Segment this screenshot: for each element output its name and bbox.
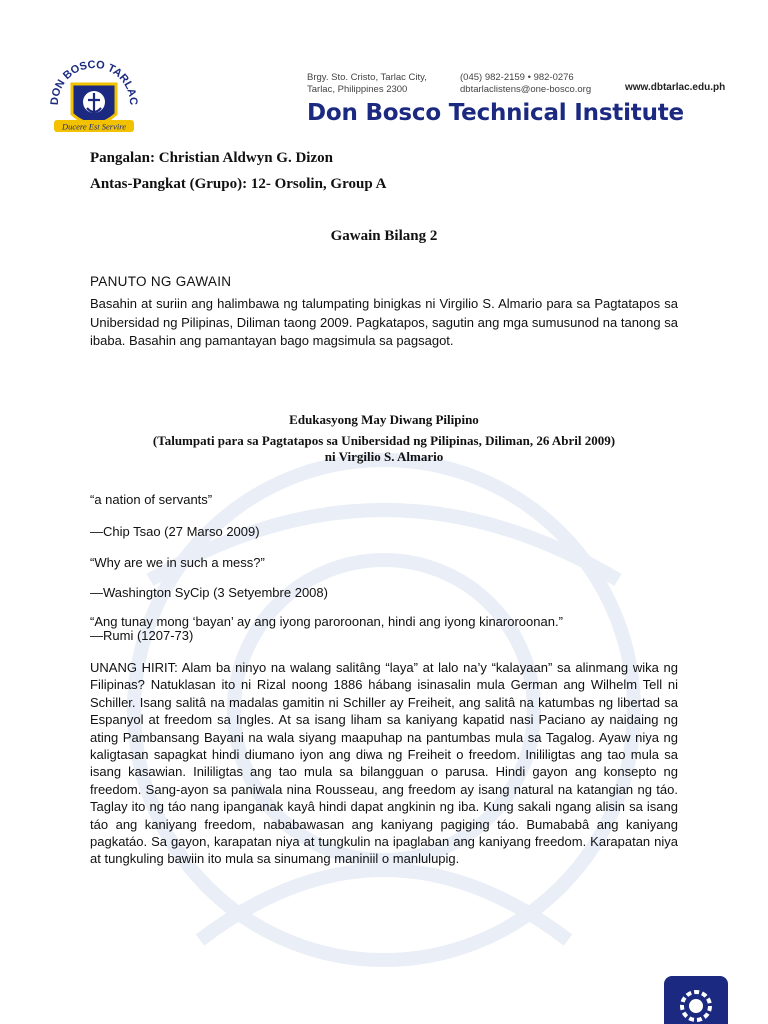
epigraph-quote-3: “Ang tunay mong ‘bayan’ ay ang iyong paroroonan, hindi ang iyong kinaroroonan.”: [90, 614, 563, 629]
speech-author: ni Virgilio S. Almario: [324, 449, 444, 464]
epigraph-quote-1: “a nation of servants”: [90, 492, 213, 507]
epigraph-source-1: —Chip Tsao (27 Marso 2009): [90, 524, 260, 539]
speech-title: Edukasyong May Diwang Pilipino: [289, 412, 479, 427]
svg-text:DON BOSCO TARLAC: DON BOSCO TARLAC: [48, 58, 140, 106]
activity-title: Gawain Bilang 2: [330, 228, 438, 244]
email-address: dbtarlaclistens@one-bosco.org: [460, 84, 592, 95]
address-line-2: Tarlac, Philippines 2300: [307, 84, 408, 95]
epigraph-quote-2: “Why are we in such a mess?”: [90, 555, 265, 570]
student-section: Antas-Pangkat (Grupo): 12- Orsolin, Group A: [90, 176, 387, 192]
instructions-text: Basahin at suriin ang halimbawa ng talumpating binigkas ni Virgilio S. Almario para sa Pagtatapos sa Unibersidad ng Pilipinas, Diliman taong 2009. Pagkatapos, sagutin ang mga sumusunod na tanong sa ibaba. Basahin ang pamantayan bago magsimula sa pagsagot.: [90, 296, 678, 349]
instructions-heading: PANUTO NG GAWAIN: [90, 274, 232, 289]
speech-body-paragraph: UNANG HIRIT: Alam ba ninyo na walang salitâng “laya” at lalo na’y “kalayaan” sa alinmang wika ng Filipinas? Natuklasan ito ni Rizal noong 1886 hábang isinasalin mula German ang Wilhelm Tell ni Schiller. Isang salitâ na madalas gamitin ni Schiller ay Freiheit, ang salitâ na katumbas ng libertad sa Espanyol at freedom sa Ingles. At sa isang liham sa kaniyang kapatid nasi Paciano ay naidaing ng ating Pambansang Bayani na wala siyang maapuhap na pantumbas mula sa Tagalog. Ayaw niya ng kaligtasan sapagkat hindi diumano iyon ang diwa ng Freiheit o freedom. Inililigtas ang tao mula sa isang kasawian. Inililigtas ang tao mula sa bilangguan o parusa. Hindi gayon ang konsepto ng freedom. Sang-ayon sa paniwala nina Rousseau, ang freedom ay isang natural na katangian ng táo. Taglay ito ng táo nang ipanganak kayâ hindi dapat angkinin ng iba. Kung sakali ngang alisin sa isang táo ang kaniyang freedom, nababawasan ang kaniyang pagiging táo. Bumababâ ang kaniyang pagkatáo. Sa gayon, karapatan niya at tungkulin na ipaglaban ang kaniyang freedom. Karapatan niya at tungkuling bawiin ito mula sa sinumang maniniil o manlulupig.: [90, 660, 678, 867]
speech-subtitle: (Talumpati para sa Pagtatapos sa Unibersidad ng Pilipinas, Diliman, 26 Abril 2009): [152, 433, 616, 448]
institute-name: Don Bosco Technical Institute: [307, 100, 684, 126]
phone-numbers: (045) 982-2159 • 982-0276: [460, 72, 574, 83]
svg-text:Ducere Est Servire: Ducere Est Servire: [61, 121, 127, 132]
don-bosco-tarlac-logo: [44, 56, 144, 144]
epigraph-source-3: —Rumi (1207-73): [90, 628, 194, 643]
institute-address: [307, 72, 457, 96]
address-line-1: Brgy. Sto. Cristo, Tarlac City,: [307, 72, 427, 83]
institute-contact: [460, 72, 620, 96]
website-link[interactable]: www.dbtarlac.edu.ph: [625, 82, 726, 93]
letterhead: [0, 0, 768, 150]
epigraph-source-2: —Washington SyCip (3 Setyembre 2008): [90, 585, 328, 600]
gear-icon: [664, 976, 728, 1024]
student-name: Pangalan: Christian Aldwyn G. Dizon: [90, 150, 333, 166]
footer-logo: [664, 976, 728, 1024]
